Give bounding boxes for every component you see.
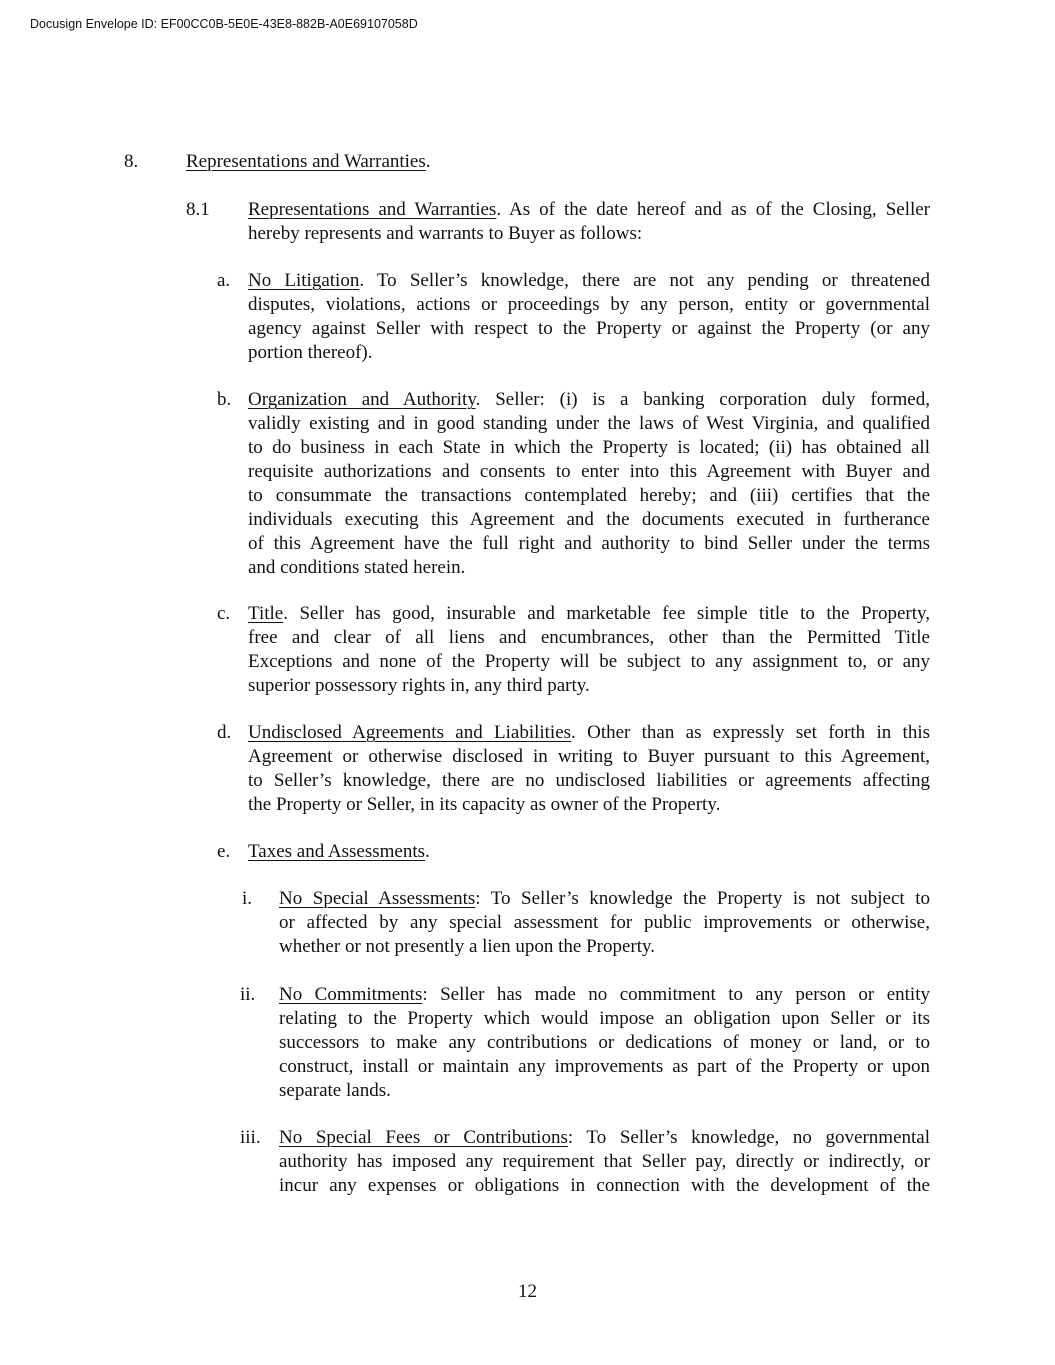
item-b-line-8: and conditions stated herein. bbox=[248, 557, 466, 578]
item-d-line-3: to Seller’s knowledge, there are no undisclosed liabilities or agreements affecting bbox=[248, 770, 930, 791]
item-c-line-1: Title. Seller has good, insurable and marketable fee simple title to the Property, bbox=[248, 603, 930, 624]
subitem-ii-line-4: construct, install or maintain any improvements as part of the Property or upon bbox=[279, 1056, 930, 1077]
subitem-i-paragraph bbox=[279, 887, 930, 959]
item-d-line-4: the Property or Seller, in its capacity as owner of the Property. bbox=[248, 794, 721, 815]
subitem-iii-title: No Special Fees or Contributions bbox=[279, 1127, 568, 1148]
subsection-line-1: Representations and Warranties. As of the date hereof and as of the Closing, Seller bbox=[248, 199, 931, 220]
item-b-line-7: of this Agreement have the full right and authority to bind Seller under the terms bbox=[248, 533, 930, 554]
subitem-ii-line-1: No Commitments: Seller has made no commitment to any person or entity bbox=[279, 984, 930, 1005]
subitem-iii-line-2: authority has imposed any requirement that Seller pay, directly or indirectly, or bbox=[279, 1151, 930, 1172]
item-d-line-2: Agreement or otherwise disclosed in writing to Buyer pursuant to this Agreement, bbox=[248, 746, 930, 767]
item-e-title: Taxes and Assessments bbox=[248, 841, 426, 862]
page-number: 12 bbox=[518, 1281, 537, 1302]
item-b-title: Organization and Authority bbox=[248, 389, 476, 410]
subsection-paragraph bbox=[248, 198, 930, 246]
item-d-title: Undisclosed Agreements and Liabilities bbox=[248, 722, 572, 743]
subitem-ii-marker: ii. bbox=[240, 984, 256, 1005]
subsection-title: Representations and Warranties bbox=[248, 199, 497, 220]
item-b-line-2: validly existing and in good standing under the laws of West Virginia, and qualified bbox=[248, 413, 930, 434]
subitem-iii-line-1: No Special Fees or Contributions: To Seller’s knowledge, no governmental bbox=[279, 1127, 930, 1148]
item-e-marker: e. bbox=[217, 841, 231, 862]
item-e-heading: Taxes and Assessments. bbox=[248, 841, 430, 862]
item-a-line-2: disputes, violations, actions or proceedings by any person, entity or governmental bbox=[248, 294, 930, 315]
subsection-line-2: hereby represents and warrants to Buyer as follows: bbox=[248, 223, 643, 244]
subsection-number: 8.1 bbox=[186, 199, 210, 220]
subitem-ii-line-3: successors to make any contributions or dedications of money or land, or to bbox=[279, 1032, 930, 1053]
item-a-paragraph bbox=[248, 269, 930, 365]
section-number: 8. bbox=[124, 151, 139, 172]
subitem-i-marker: i. bbox=[242, 888, 253, 909]
subitem-iii-marker: iii. bbox=[240, 1127, 261, 1148]
subitem-i-title: No Special Assessments bbox=[279, 888, 476, 909]
item-c-line-3: Exceptions and none of the Property will be subject to any assignment to, or any bbox=[248, 651, 930, 672]
item-b-marker: b. bbox=[217, 389, 232, 410]
item-c-title: Title bbox=[248, 603, 284, 624]
subitem-ii-line-2: relating to the Property which would impose an obligation upon Seller or its bbox=[279, 1008, 930, 1029]
subitem-iii-paragraph bbox=[279, 1126, 930, 1198]
item-b-line-3: to do business in each State in which the Property is located; (ii) has obtained all bbox=[248, 437, 930, 458]
item-a-line-1: No Litigation. To Seller’s knowledge, there are not any pending or threatened bbox=[248, 270, 930, 291]
subitem-ii-title: No Commitments bbox=[279, 984, 423, 1005]
item-c-line-4: superior possessory rights in, any third party. bbox=[248, 675, 590, 696]
item-d-line-1: Undisclosed Agreements and Liabilities. Other than as expressly set forth in this bbox=[248, 722, 930, 743]
subitem-i-line-3: whether or not presently a lien upon the Property. bbox=[279, 936, 656, 957]
item-b-line-5: to consummate the transactions contemplated hereby; and (iii) certifies that the bbox=[248, 485, 930, 506]
item-c-paragraph bbox=[248, 602, 930, 698]
subitem-i-line-2: or affected by any special assessment for public improvements or otherwise, bbox=[279, 912, 930, 933]
envelope-id: Docusign Envelope ID: EF00CC0B-5E0E-43E8-882B-A0E69107058D bbox=[30, 17, 418, 31]
subitem-ii-line-5: separate lands. bbox=[279, 1080, 391, 1101]
section-title: Representations and Warranties bbox=[186, 151, 426, 172]
subitem-ii-paragraph bbox=[279, 983, 930, 1103]
item-b-line-1: Organization and Authority. Seller: (i) is a banking corporation duly formed, bbox=[248, 389, 930, 410]
subitem-i-line-1: No Special Assessments: To Seller’s knowledge the Property is not subject to bbox=[279, 888, 930, 909]
item-b-paragraph bbox=[248, 388, 930, 580]
item-d-marker: d. bbox=[217, 722, 232, 743]
item-a-marker: a. bbox=[217, 270, 231, 291]
item-c-line-2: free and clear of all liens and encumbrances, other than the Permitted Title bbox=[248, 627, 930, 648]
section-heading bbox=[186, 150, 431, 174]
item-a-line-4: portion thereof). bbox=[248, 342, 373, 363]
item-a-line-3: agency against Seller with respect to the Property or against the Property (or any bbox=[248, 318, 930, 339]
subitem-iii-line-3: incur any expenses or obligations in connection with the development of the bbox=[279, 1175, 930, 1196]
item-a-title: No Litigation bbox=[248, 270, 360, 291]
item-b-line-4: requisite authorizations and consents to enter into this Agreement with Buyer and bbox=[248, 461, 930, 482]
section-title-end: . bbox=[425, 151, 431, 172]
item-b-line-6: individuals executing this Agreement and the documents executed in furtherance bbox=[248, 509, 930, 530]
item-d-paragraph bbox=[248, 721, 930, 817]
item-c-marker: c. bbox=[217, 603, 231, 624]
